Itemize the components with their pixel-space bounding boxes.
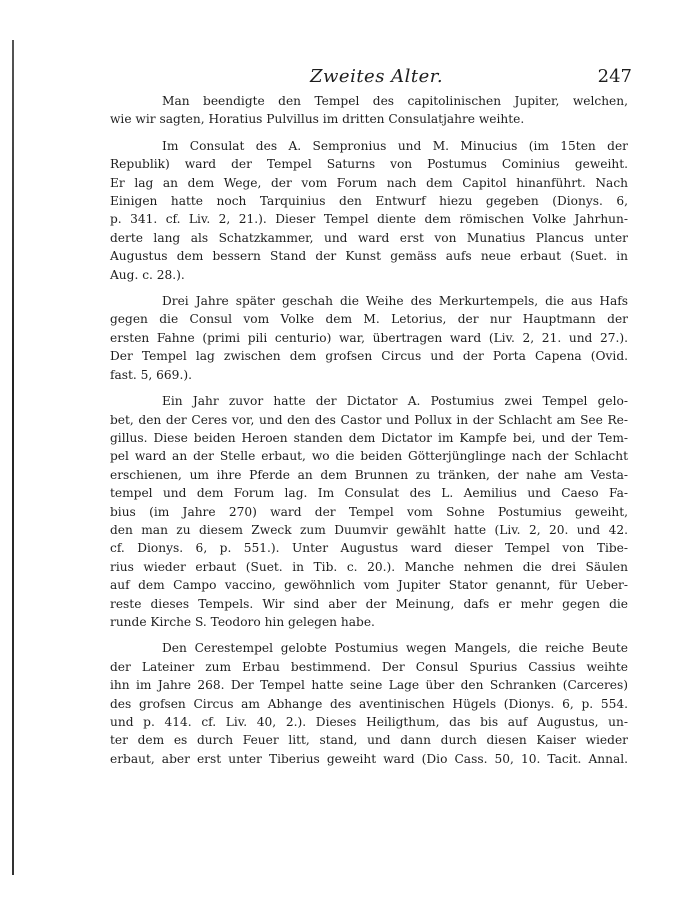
text-line: derte lang als Schatzkammer, und ward erst von Munatius Plancus unter — [110, 230, 628, 245]
text-line: cf. Dionys. 6, p. 551.). Unter Augustus ward dieser Tempel von Tibe- — [110, 541, 628, 556]
text-line: Ein Jahr zuvor hatte der Dictator A. Postumius zwei Tempel gelo- — [162, 394, 628, 409]
text-line: gillus. Diese beiden Heroen standen dem Dictator im Kampfe bei, und der Tem- — [110, 430, 628, 445]
text-line: gegen die Consul vom Volke dem M. Letorius, der nur Hauptmann der — [110, 312, 628, 327]
text-line: ihn im Jahre 268. Der Tempel hatte seine Lage über den Schranken (Carceres) — [110, 678, 628, 693]
paragraph-5 — [110, 639, 628, 768]
text-line: rius wieder erbaut (Suet. in Tib. c. 20.). Manche nehmen die drei Säulen — [110, 559, 628, 574]
text-line: Aug. c. 28.). — [110, 267, 185, 282]
text-line: fast. 5, 669.). — [110, 367, 192, 382]
page-number: 247 — [597, 66, 632, 87]
text-line: Einigen hatte noch Tarquinius den Entwurf hiezu gegeben (Dionys. 6, — [110, 194, 628, 209]
text-line: bet, den der Ceres vor, und den des Castor und Pollux in der Schlacht am See Re- — [110, 412, 628, 427]
text-line: reste dieses Tempels. Wir sind aber der Meinung, dafs er mehr gegen die — [110, 596, 628, 611]
text-line: tempel und dem Forum lag. Im Consulat des L. Aemilius und Caeso Fa- — [110, 486, 628, 501]
paragraph-1 — [110, 92, 628, 129]
text-line: Der Tempel lag zwischen dem grofsen Circus und der Porta Capena (Ovid. — [110, 349, 628, 364]
body-text — [110, 92, 628, 768]
text-line: bius (im Jahre 270) ward der Tempel vom Sohne Postumius geweiht, — [110, 504, 628, 519]
running-title: Zweites Alter. — [310, 66, 444, 87]
text-line: des grofsen Circus am Abhange des aventinischen Hügels (Dionys. 6, p. 554. — [110, 696, 628, 711]
text-line: ersten Fahne (primi pili centurio) war, übertragen ward (Liv. 2, 21. und 27.). — [110, 330, 628, 345]
text-line: Republik) ward der Tempel Saturns von Postumus Cominius geweiht. — [110, 157, 628, 172]
text-line: p. 341. cf. Liv. 2, 21.). Dieser Tempel diente dem römischen Volke Jahrhun- — [110, 212, 628, 227]
text-line: Im Consulat des A. Sempronius und M. Minucius (im 15ten der — [162, 138, 628, 153]
text-line: pel ward an der Stelle erbaut, wo die beiden Götterjünglinge nach der Schlacht — [110, 449, 628, 464]
text-line: erbaut, aber erst unter Tiberius geweiht ward (Dio Cass. 50, 10. Tacit. Annal. — [110, 751, 628, 766]
scan-binding-edge — [12, 40, 14, 875]
page-header — [110, 58, 632, 92]
text-line: und p. 414. cf. Liv. 40, 2.). Dieses Heiligthum, das bis auf Augustus, un- — [110, 715, 628, 729]
paragraph-4 — [110, 392, 628, 631]
text-line: Man beendigte den Tempel des capitolinischen Jupiter, welchen, — [162, 94, 628, 108]
text-line: ter dem es durch Feuer litt, stand, und dann durch diesen Kaiser wieder — [110, 733, 628, 748]
text-line: den man zu diesem Zweck zum Duumvir gewählt hatte (Liv. 2, 20. und 42. — [110, 522, 628, 537]
text-line: Drei Jahre später geschah die Weihe des Merkurtempels, die aus Hafs — [162, 294, 628, 309]
paragraph-2 — [110, 137, 628, 284]
text-line: wie wir sagten, Horatius Pulvillus im dritten Consulatjahre weihte. — [110, 112, 525, 127]
paragraph-3 — [110, 292, 628, 384]
text-line: runde Kirche S. Teodoro hin gelegen habe. — [110, 614, 375, 629]
text-line: der Lateiner zum Erbau bestimmend. Der Consul Spurius Cassius weihte — [110, 659, 628, 674]
book-page — [110, 58, 632, 776]
text-line: auf dem Campo vaccino, gewöhnlich vom Jupiter Stator genannt, für Ueber- — [110, 578, 628, 593]
text-line: erschienen, um ihre Pferde an dem Brunnen zu tränken, der nahe am Vesta- — [110, 467, 628, 482]
text-line: Den Cerestempel gelobte Postumius wegen Mangels, die reiche Beute — [162, 641, 628, 656]
text-line: Er lag an dem Wege, der vom Forum nach dem Capitol hinanführt. Nach — [110, 175, 628, 190]
text-line: Augustus dem bessern Stand der Kunst gemäss aufs neue erbaut (Suet. in — [110, 249, 628, 264]
